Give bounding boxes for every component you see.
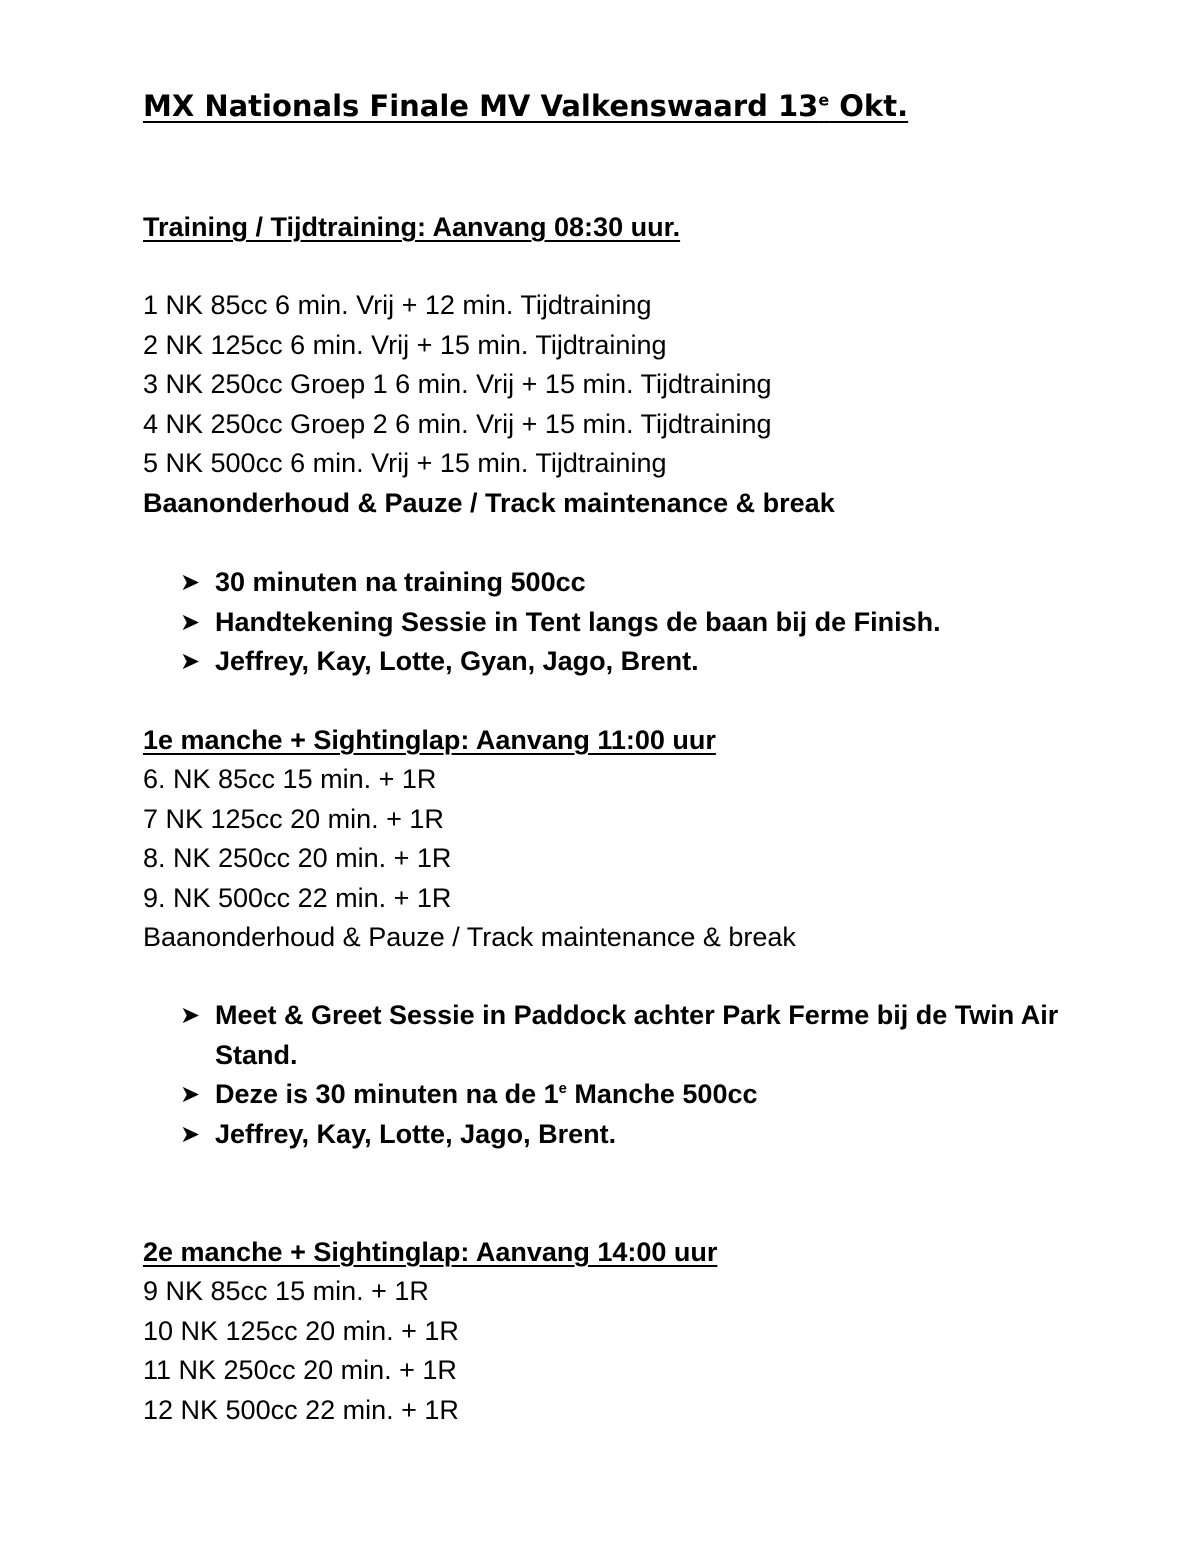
- manche1-bullets: [180, 996, 1080, 1154]
- manche1-break: Baanonderhoud & Pauze / Track maintenance & break: [143, 922, 796, 952]
- manche1-section: [143, 721, 796, 958]
- training-item: 3 NK 250cc Groep 1 6 min. Vrij + 15 min. Tijdtraining: [143, 369, 772, 399]
- training-item: 4 NK 250cc Groep 2 6 min. Vrij + 15 min. Tijdtraining: [143, 408, 772, 439]
- training-bullets: [180, 563, 1080, 682]
- training-item: 2 NK 125cc 6 min. Vrij + 15 min. Tijdtraining: [143, 329, 667, 360]
- arrowhead-bullet-icon: ➤: [180, 1002, 201, 1029]
- arrowhead-bullet-icon: ➤: [180, 569, 201, 596]
- manche1-heading: 1e manche + Sightinglap: Aanvang 11:00 uur: [143, 725, 716, 755]
- list-item: ➤ Handtekening Sessie in Tent langs de baan bij de Finish.: [180, 603, 1080, 643]
- manche2-section: [143, 1233, 717, 1430]
- manche2-item: 10 NK 125cc 20 min. + 1R: [143, 1315, 459, 1346]
- training-item: 1 NK 85cc 6 min. Vrij + 12 min. Tijdtraining: [143, 290, 652, 320]
- list-item: ➤ Deze is 30 minuten na de 1e Manche 500cc: [180, 1075, 1080, 1115]
- training-item: 5 NK 500cc 6 min. Vrij + 15 min. Tijdtraining: [143, 448, 667, 478]
- training-break: Baanonderhoud & Pauze / Track maintenance & break: [143, 487, 835, 518]
- arrowhead-bullet-icon: ➤: [180, 1120, 201, 1148]
- manche2-item: 9 NK 85cc 15 min. + 1R: [143, 1276, 429, 1306]
- list-item: ➤ 30 minuten na training 500cc: [180, 563, 1080, 603]
- manche1-item: 9. NK 500cc 22 min. + 1R: [143, 882, 452, 913]
- manche2-item: 12 NK 500cc 22 min. + 1R: [143, 1394, 459, 1425]
- list-item: ➤ Jeffrey, Kay, Lotte, Jago, Brent.: [180, 1115, 1080, 1155]
- arrowhead-bullet-icon: ➤: [180, 648, 201, 675]
- training-list: [143, 286, 835, 523]
- manche2-item: 11 NK 250cc 20 min. + 1R: [143, 1355, 457, 1385]
- arrowhead-bullet-icon: ➤: [180, 1081, 201, 1108]
- manche1-item: 7 NK 125cc 20 min. + 1R: [143, 803, 444, 834]
- list-item: ➤ Jeffrey, Kay, Lotte, Gyan, Jago, Brent.: [180, 642, 1080, 682]
- page-title: MX Nationals Finale MV Valkenswaard 13e Okt.: [143, 89, 909, 123]
- training-heading: Training / Tijdtraining: Aanvang 08:30 uur.: [143, 212, 681, 242]
- manche2-heading: 2e manche + Sightinglap: Aanvang 14:00 uur: [143, 1237, 718, 1267]
- arrowhead-bullet-icon: ➤: [180, 608, 201, 636]
- list-item: ➤ Meet & Greet Sessie in Paddock achter Park Ferme bij de Twin Air Stand.: [180, 996, 1080, 1075]
- manche1-item: 6. NK 85cc 15 min. + 1R: [143, 764, 437, 794]
- training-section: [143, 208, 680, 247]
- manche1-item: 8. NK 250cc 20 min. + 1R: [143, 843, 452, 873]
